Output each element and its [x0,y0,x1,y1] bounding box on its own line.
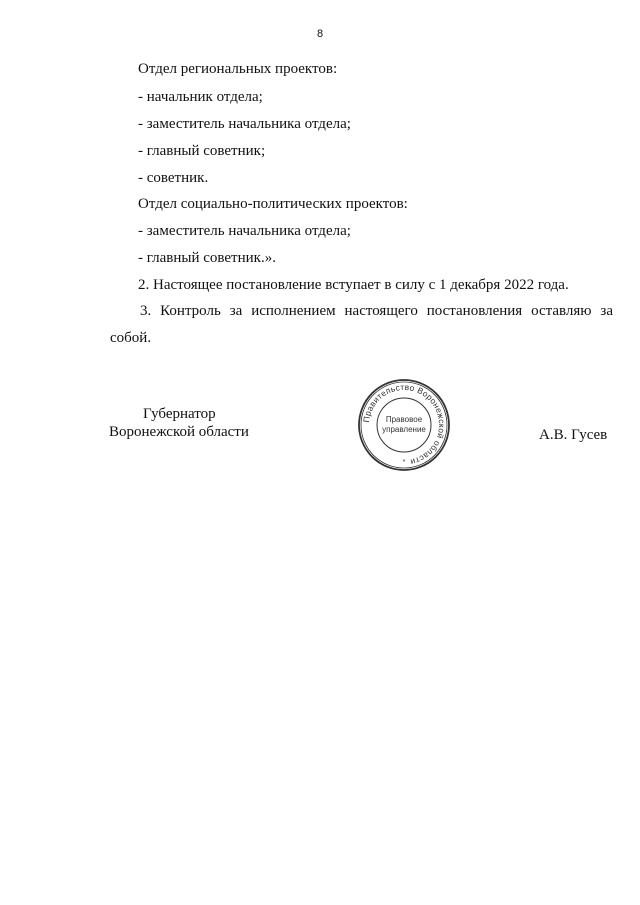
body-line: - главный советник.». [138,250,276,266]
body-line: Отдел региональных проектов: [138,61,338,77]
page-number: 8 [316,28,324,40]
body-line: - заместитель начальника отдела; [138,223,351,239]
body-line: - главный советник; [138,143,266,159]
signatory-region: Воронежской области [109,424,249,440]
body-line: Отдел социально-политических проектов: [138,196,408,212]
signatory-position: Губернатор [143,406,216,422]
body-line: - заместитель начальника отдела; [138,116,351,132]
stamp-center-line-1: Правовое [385,415,423,424]
paragraph-3-line-2: собой. [110,330,152,346]
body-line: - начальник отдела; [138,89,263,105]
body-line: - советник. [138,170,209,186]
paragraph-3-line-1: 3. Контроль за исполнением настоящего постановления оставляю за [140,303,613,319]
signatory-name: А.В. Гусев [539,427,608,443]
stamp-seal-icon [357,378,451,472]
paragraph-2: 2. Настоящее постановление вступает в силу с 1 декабря 2022 года. [138,277,569,293]
stamp-center-line-2: управление [382,425,426,434]
stamp-ring-text: Правительство Воронежской области [361,381,448,468]
official-stamp [357,378,451,472]
stamp-star-icon: * [402,459,406,466]
